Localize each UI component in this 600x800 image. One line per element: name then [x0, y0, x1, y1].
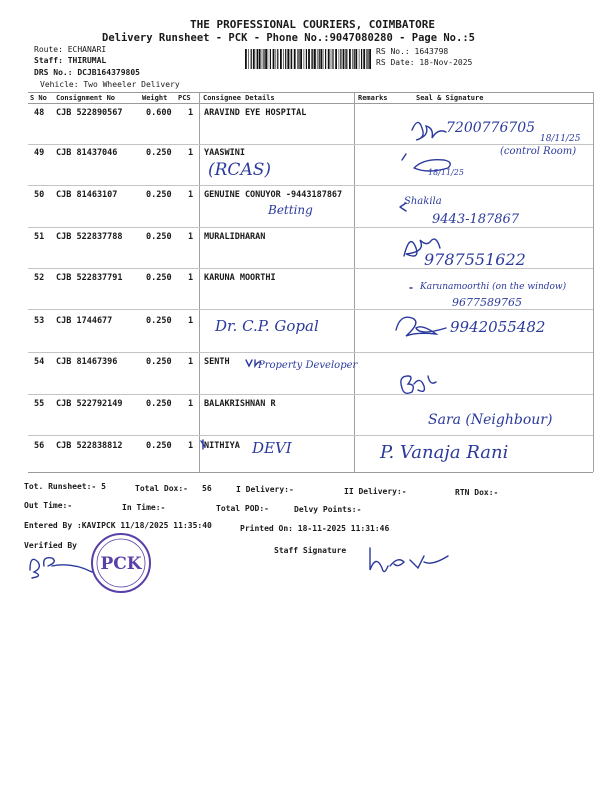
- row-pcs: 1: [188, 273, 194, 283]
- i-delivery: I Delivery:-: [236, 485, 294, 494]
- barcode-bar: [319, 49, 320, 69]
- barcode-bar: [290, 49, 291, 69]
- signature-53-scribble: [396, 317, 446, 336]
- row-divider: [28, 144, 593, 145]
- barcode-bar: [346, 49, 347, 69]
- column-divider-remarks: [354, 92, 355, 472]
- row-weight: 0.250: [146, 441, 172, 451]
- barcode-bar: [331, 49, 332, 69]
- barcode-bar: [323, 49, 324, 69]
- col-weight: Weight: [142, 94, 168, 102]
- row-divider: [28, 352, 593, 353]
- column-divider-right: [593, 92, 594, 472]
- row-consignment-no: CJB 81467396: [56, 357, 118, 367]
- handwritten-note-49: (RCAS): [208, 160, 271, 180]
- row-consignee: BALAKRISHNAN R: [204, 399, 276, 409]
- barcode-bar: [363, 49, 365, 69]
- total-dox-label: Total Dox:-: [135, 484, 188, 493]
- barcode-bar: [265, 49, 267, 69]
- barcode-bar: [257, 49, 258, 69]
- col-consignee: Consignee Details: [203, 94, 275, 102]
- handwritten-name-52: Karunamoorthi (on the window): [420, 282, 567, 292]
- barcode-bar: [262, 49, 263, 69]
- total-dox-value: 56: [202, 484, 212, 493]
- handwritten-phone-51: 9787551622: [424, 250, 526, 269]
- barcode-bar: [277, 49, 278, 69]
- barcode-bar: [306, 49, 307, 69]
- row-sno: 52: [34, 273, 45, 283]
- row-consignment-no: CJB 81463107: [56, 190, 118, 200]
- row-pcs: 1: [188, 316, 194, 326]
- barcode-bar: [317, 49, 318, 69]
- row-pcs: 1: [188, 148, 194, 158]
- barcode-bar: [355, 49, 357, 69]
- col-seal-signature: Seal & Signature: [416, 94, 484, 102]
- barcode-bar: [325, 49, 326, 69]
- barcode-bar: [276, 49, 277, 69]
- barcode-bar: [343, 49, 345, 69]
- in-time: In Time:-: [122, 503, 166, 512]
- row-divider: [28, 309, 593, 310]
- barcode-bar: [263, 49, 264, 69]
- row-consignment-no: CJB 81437046: [56, 148, 118, 158]
- tot-runsheet: Tot. Runsheet:- 5: [24, 482, 106, 491]
- barcode-image: [245, 49, 371, 69]
- barcode-bar: [332, 49, 333, 69]
- verified-signature-scribble: [30, 558, 92, 578]
- row-consignee: ARAVIND EYE HOSPITAL: [204, 108, 307, 118]
- handwritten-note-50: Betting: [268, 203, 313, 217]
- barcode-bar: [270, 49, 271, 69]
- pck-stamp: [90, 532, 152, 594]
- row-pcs: 1: [188, 108, 194, 118]
- barcode-bar: [300, 49, 302, 69]
- route-label: Route: ECHANARI: [34, 45, 107, 54]
- barcode-bar: [283, 49, 284, 69]
- out-time: Out Time:-: [24, 501, 73, 510]
- barcode-bar: [251, 49, 252, 69]
- barcode-bar: [359, 49, 360, 69]
- row-pcs: 1: [188, 441, 194, 451]
- delvy-points: Delvy Points:-: [294, 505, 362, 514]
- row-consignment-no: CJB 522838812: [56, 441, 123, 451]
- barcode-bar: [320, 49, 322, 69]
- row-pcs: 1: [188, 232, 194, 242]
- barcode-bar: [335, 49, 337, 69]
- rs-date: RS Date: 18-Nov-2025: [376, 58, 473, 67]
- entered-by: Entered By :KAVIPCK 11/18/2025 11:35:40: [24, 521, 212, 530]
- printed-on: Printed On: 18-11-2025 11:31:46: [240, 524, 390, 533]
- barcode-bar: [256, 49, 257, 69]
- row-sno: 53: [34, 316, 45, 326]
- row-divider: [28, 435, 593, 436]
- row-weight: 0.250: [146, 232, 172, 242]
- handwritten-note-48: (control Room): [500, 146, 577, 157]
- col-remarks: Remarks: [358, 94, 388, 102]
- vehicle-label: Vehicle: Two Wheeler Delivery: [40, 80, 180, 89]
- handwritten-name-50: Shakila: [404, 196, 442, 207]
- handwritten-date-49: 18/11/25: [428, 168, 464, 177]
- barcode-bar: [311, 49, 312, 69]
- barcode-bar: [352, 49, 353, 69]
- staff-signature-scribble: [370, 548, 448, 572]
- table-header-rule: [28, 103, 593, 104]
- row-consignee: KARUNA MOORTHI: [204, 273, 276, 283]
- row-pcs: 1: [188, 190, 194, 200]
- row-consignment-no: CJB 522890567: [56, 108, 123, 118]
- row-weight: 0.250: [146, 399, 172, 409]
- barcode-bar: [298, 49, 299, 69]
- barcode-bar: [312, 49, 313, 69]
- handwritten-name-55: Sara (Neighbour): [428, 412, 553, 428]
- barcode-bar: [339, 49, 340, 69]
- row-consignee: GENUINE CONUYOR -9443187867: [204, 190, 343, 200]
- row-pcs: 1: [188, 399, 194, 409]
- handwritten-phone-48: 7200776705: [446, 120, 536, 136]
- row-sno: 49: [34, 148, 45, 158]
- barcode-bar: [340, 49, 341, 69]
- barcode-bar: [328, 49, 330, 69]
- handwritten-date-48: 18/11/25: [540, 134, 581, 144]
- column-divider-consignee: [199, 92, 200, 472]
- runsheet-subtitle: Delivery Runsheet - PCK - Phone No.:9047080280 - Page No.:5: [102, 32, 475, 44]
- row-consignee: NITHIYA: [204, 441, 240, 451]
- row-sno: 54: [34, 357, 45, 367]
- row-weight: 0.600: [146, 108, 172, 118]
- row-sno: 50: [34, 190, 45, 200]
- col-pcs: PCS: [178, 94, 191, 102]
- staff-label: Staff: THIRUMAL: [34, 56, 107, 65]
- handwritten-name-56: P. Vanaja Rani: [380, 442, 509, 463]
- row-consignment-no: CJB 522792149: [56, 399, 123, 409]
- row-consignee: SENTH: [204, 357, 230, 367]
- col-consignment: Consignment No: [56, 94, 116, 102]
- barcode-bar: [361, 49, 362, 69]
- row-divider: [28, 185, 593, 186]
- barcode-bar: [253, 49, 255, 69]
- barcode-bar: [345, 49, 346, 69]
- barcode-bar: [273, 49, 275, 69]
- handwritten-phone-52: 9677589765: [452, 296, 522, 309]
- barcode-bar: [349, 49, 351, 69]
- staff-signature-label: Staff Signature: [274, 546, 347, 555]
- handwritten-name-53: Dr. C.P. Gopal: [215, 317, 319, 335]
- handwritten-phone-53: 9942055482: [450, 318, 546, 336]
- row-weight: 0.250: [146, 148, 172, 158]
- handwritten-note-54: Property Developer: [258, 360, 358, 371]
- row-sno: 56: [34, 441, 45, 451]
- row-divider: [28, 394, 593, 395]
- barcode-bar: [268, 49, 269, 69]
- barcode-bar: [297, 49, 298, 69]
- barcode-bar: [287, 49, 289, 69]
- row-sno: 48: [34, 108, 45, 118]
- handwritten-phone-50: 9443-187867: [432, 212, 520, 227]
- table-top-rule: [28, 92, 593, 93]
- barcode-bar: [314, 49, 316, 69]
- barcode-bar: [248, 49, 249, 69]
- company-title: THE PROFESSIONAL COURIERS, COIMBATORE: [190, 18, 436, 31]
- row-consignment-no: CJB 522837788: [56, 232, 123, 242]
- row-consignee: YAASWINI: [204, 148, 245, 158]
- row-weight: 0.250: [146, 190, 172, 200]
- rs-number: RS No.: 1643798: [376, 47, 449, 56]
- barcode-bar: [285, 49, 286, 69]
- total-pod: Total POD:-: [216, 504, 269, 513]
- signature-54-scribble: [401, 376, 436, 393]
- row-sno: 51: [34, 232, 45, 242]
- col-sno: S No: [30, 94, 47, 102]
- barcode-bar: [367, 49, 368, 69]
- handwritten-note-56: DEVI: [252, 439, 292, 457]
- barcode-bar: [280, 49, 282, 69]
- row-divider: [28, 227, 593, 228]
- row-consignment-no: CJB 522837791: [56, 273, 123, 283]
- barcode-bar: [291, 49, 292, 69]
- row-weight: 0.250: [146, 357, 172, 367]
- ii-delivery: II Delivery:-: [344, 487, 407, 496]
- verified-by: Verified By: [24, 541, 77, 550]
- row-sno: 55: [34, 399, 45, 409]
- table-bottom-rule: [28, 472, 593, 473]
- row-weight: 0.250: [146, 316, 172, 326]
- barcode-bar: [369, 49, 371, 69]
- barcode-bar: [304, 49, 305, 69]
- barcode-bar: [294, 49, 296, 69]
- barcode-bar: [354, 49, 355, 69]
- barcode-bar: [259, 49, 261, 69]
- barcode-bar: [366, 49, 367, 69]
- row-consignee: MURALIDHARAN: [204, 232, 266, 242]
- row-weight: 0.250: [146, 273, 172, 283]
- row-consignment-no: CJB 1744677: [56, 316, 113, 326]
- signature-48-scribble: [412, 122, 446, 140]
- rtn-dox: RTN Dox:-: [455, 488, 499, 497]
- barcode-bar: [245, 49, 247, 69]
- barcode-bar: [308, 49, 310, 69]
- drs-number: DRS No.: DCJB164379805: [34, 68, 140, 77]
- row-pcs: 1: [188, 357, 194, 367]
- stamp-text: PCK: [100, 554, 142, 574]
